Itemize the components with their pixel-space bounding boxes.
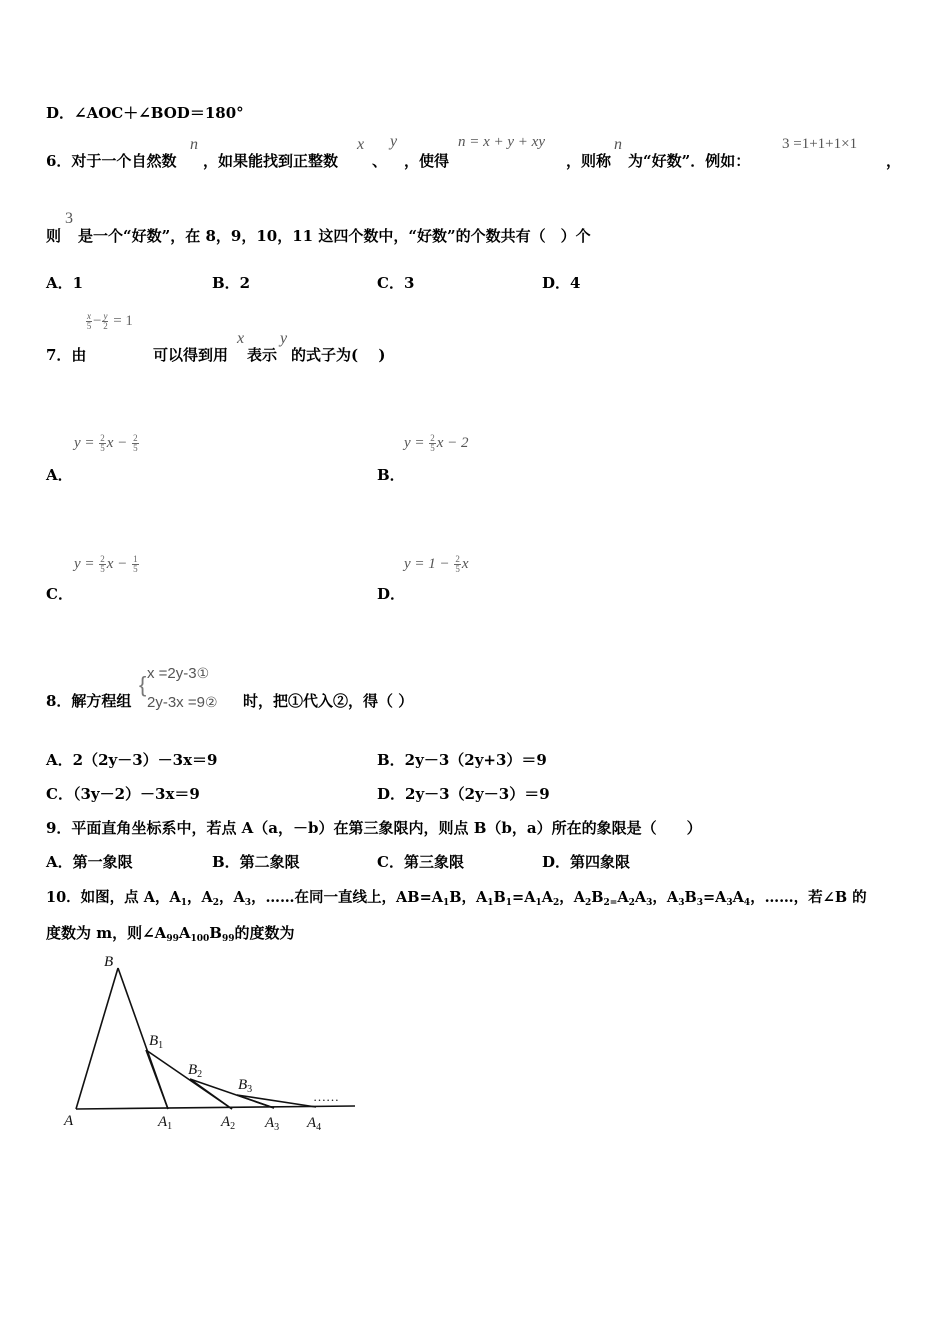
q6-option-c: C．3	[377, 274, 415, 292]
q6-text-1: 6．对于一个自然数	[46, 152, 177, 170]
q6-var-x: x	[357, 136, 365, 153]
q7-eq-rhs: = 1	[113, 312, 133, 329]
q8-system-eq2	[147, 692, 218, 714]
segment-b1a1	[146, 1050, 168, 1109]
label-a1: $A_1$	[158, 1114, 173, 1132]
q7-option-c-expr	[74, 555, 140, 574]
q7-d-f1d: 5	[455, 564, 460, 574]
q8-c1: ①	[196, 666, 210, 682]
q8-option-a: A．2（2y－3）－3x＝9	[46, 751, 218, 769]
q7-a-lhs: y =	[74, 434, 95, 451]
q7-a-f2d: 5	[133, 443, 138, 453]
q7-c-f2n: 1	[133, 554, 138, 564]
q9-option-d: D．第四象限	[542, 853, 631, 871]
q7-b-f1n: 2	[430, 433, 435, 443]
q7-var-x: x	[237, 330, 245, 347]
q7-eq-a-num: x	[87, 311, 91, 321]
q6-text-3: ，使得	[404, 152, 450, 170]
q6-var-n-2: n	[614, 136, 622, 153]
q7-b-lhs: y =	[404, 434, 425, 451]
label-a3: $A_3$	[265, 1115, 280, 1133]
q6-option-b: B．2	[212, 274, 251, 292]
q7-d-f1n: 2	[455, 554, 460, 564]
q7-eq-minus: −	[93, 312, 102, 329]
q7-a-f1n: 2	[100, 433, 105, 443]
q7-a-mid: x −	[106, 434, 128, 451]
q10-line-1: 10．如图，点 A，$A_1$，$A_2$，$A_3$，……在同一直线上，$AB=A_1B$，$A_1B_1=A_1A_2$，$A_2B_{2=}A_2A_3$，$A_3B_3=A_3A_4$，……，若∠B 的	[46, 889, 867, 908]
q7-text-1: 7．由	[46, 346, 87, 364]
q6-example: 3 =1+1+1×1	[782, 136, 858, 152]
q6-text-4: ，则称	[566, 152, 612, 170]
q6-option-a: A．1	[46, 274, 84, 292]
q7-d-mid: x	[461, 555, 469, 572]
q8-text-1: 8．解方程组	[46, 692, 132, 710]
q8-eq1: x =2y-3	[147, 665, 197, 682]
q8-system-eq1	[147, 663, 209, 685]
segment-b3a3	[237, 1095, 274, 1108]
q8-text-2: 时，把①代入②，得（ ）	[243, 692, 414, 710]
q8-brace: {	[139, 672, 147, 697]
q7-c-f1n: 2	[100, 554, 105, 564]
q7-a-f2n: 2	[133, 433, 138, 443]
q7-option-a-label: A．	[46, 466, 73, 484]
q7-c-f2d: 5	[133, 564, 138, 574]
q9-option-a: A．第一象限	[46, 853, 133, 871]
q8-option-d: D．2y－3（2y－3）＝9	[377, 785, 550, 803]
label-b: B	[104, 954, 114, 970]
q7-text-3: 表示	[247, 346, 278, 364]
q7-option-a-expr	[74, 434, 140, 453]
q9-option-c: C．第三象限	[377, 853, 464, 871]
q8-c2: ②	[204, 695, 218, 711]
q7-option-b-label: B．	[377, 466, 405, 484]
q7-text-4: 的式子为( )	[291, 346, 386, 364]
label-a4: $A_4$	[307, 1115, 322, 1133]
q6-sep: 、	[372, 152, 388, 170]
q7-b-f1d: 5	[430, 443, 435, 453]
label-b3: $B_3$	[238, 1077, 253, 1095]
q7-eq-a-den: 5	[86, 321, 92, 331]
segment-b3a4	[237, 1095, 316, 1107]
q7-a-f1d: 5	[100, 443, 105, 453]
q7-eq-b-num: y	[103, 311, 108, 321]
q6-text-2: ，如果能找到正整数	[203, 152, 339, 170]
q7-option-c-label: C．	[46, 585, 73, 603]
label-a2: $A_2$	[221, 1114, 236, 1132]
q7-b-mid: x − 2	[436, 434, 469, 451]
label-b1: $B_1$	[149, 1033, 164, 1051]
q7-d-lhs: y = 1 −	[404, 555, 450, 572]
segment-b2a2	[190, 1079, 232, 1109]
q6-three: 3	[65, 210, 73, 227]
q6-text-6: 则	[46, 227, 62, 245]
q6-var-n: n	[190, 136, 198, 153]
q6-text-5: 为“好数”．例如：	[628, 152, 751, 170]
q6-var-y: y	[390, 133, 398, 150]
label-b2: $B_2$	[188, 1062, 203, 1080]
q7-c-mid: x −	[106, 555, 128, 572]
q7-option-b-expr	[404, 434, 469, 453]
q6-formula: n = x + y + xy	[458, 134, 545, 150]
q7-var-y: y	[280, 330, 288, 347]
q6-option-d: D．4	[542, 274, 581, 292]
q7-c-f1d: 5	[100, 564, 105, 574]
q9-option-b: B．第二象限	[212, 853, 300, 871]
q7-text-2: 可以得到用	[153, 346, 229, 364]
q6-text-7: 是一个“好数”，在 8，9，10，11 这四个数中，“好数”的个数共有（ ）个	[78, 227, 591, 245]
q8-option-c: C．（3y－2）－3x＝9	[46, 785, 200, 803]
q10-triangle-figure	[55, 945, 365, 1140]
q7-option-d-expr	[404, 555, 469, 574]
q10-line-2: 度数为 m，则$\angle A_{99}A_{100}B_{99}$的度数为	[46, 924, 295, 944]
q5-option-d: D．∠AOC＋∠BOD＝180°	[46, 104, 244, 122]
q7-eq-b-den: 2	[103, 321, 108, 331]
q9-text: 9．平面直角坐标系中，若点 A（a，－b）在第三象限内，则点 B（b，a）所在的象限是（ ）	[46, 819, 702, 837]
q8-eq2: 2y-3x =9	[147, 694, 205, 711]
q7-option-d-label: D．	[377, 585, 406, 603]
label-a: A	[64, 1113, 74, 1129]
q7-equation	[85, 312, 133, 331]
q6-comma: ，	[886, 152, 902, 170]
q8-option-b: B．2y－3（2y+3）＝9	[377, 751, 547, 769]
q7-c-lhs: y =	[74, 555, 95, 572]
label-dots: ……	[313, 1089, 339, 1104]
segment-ab	[76, 968, 118, 1109]
